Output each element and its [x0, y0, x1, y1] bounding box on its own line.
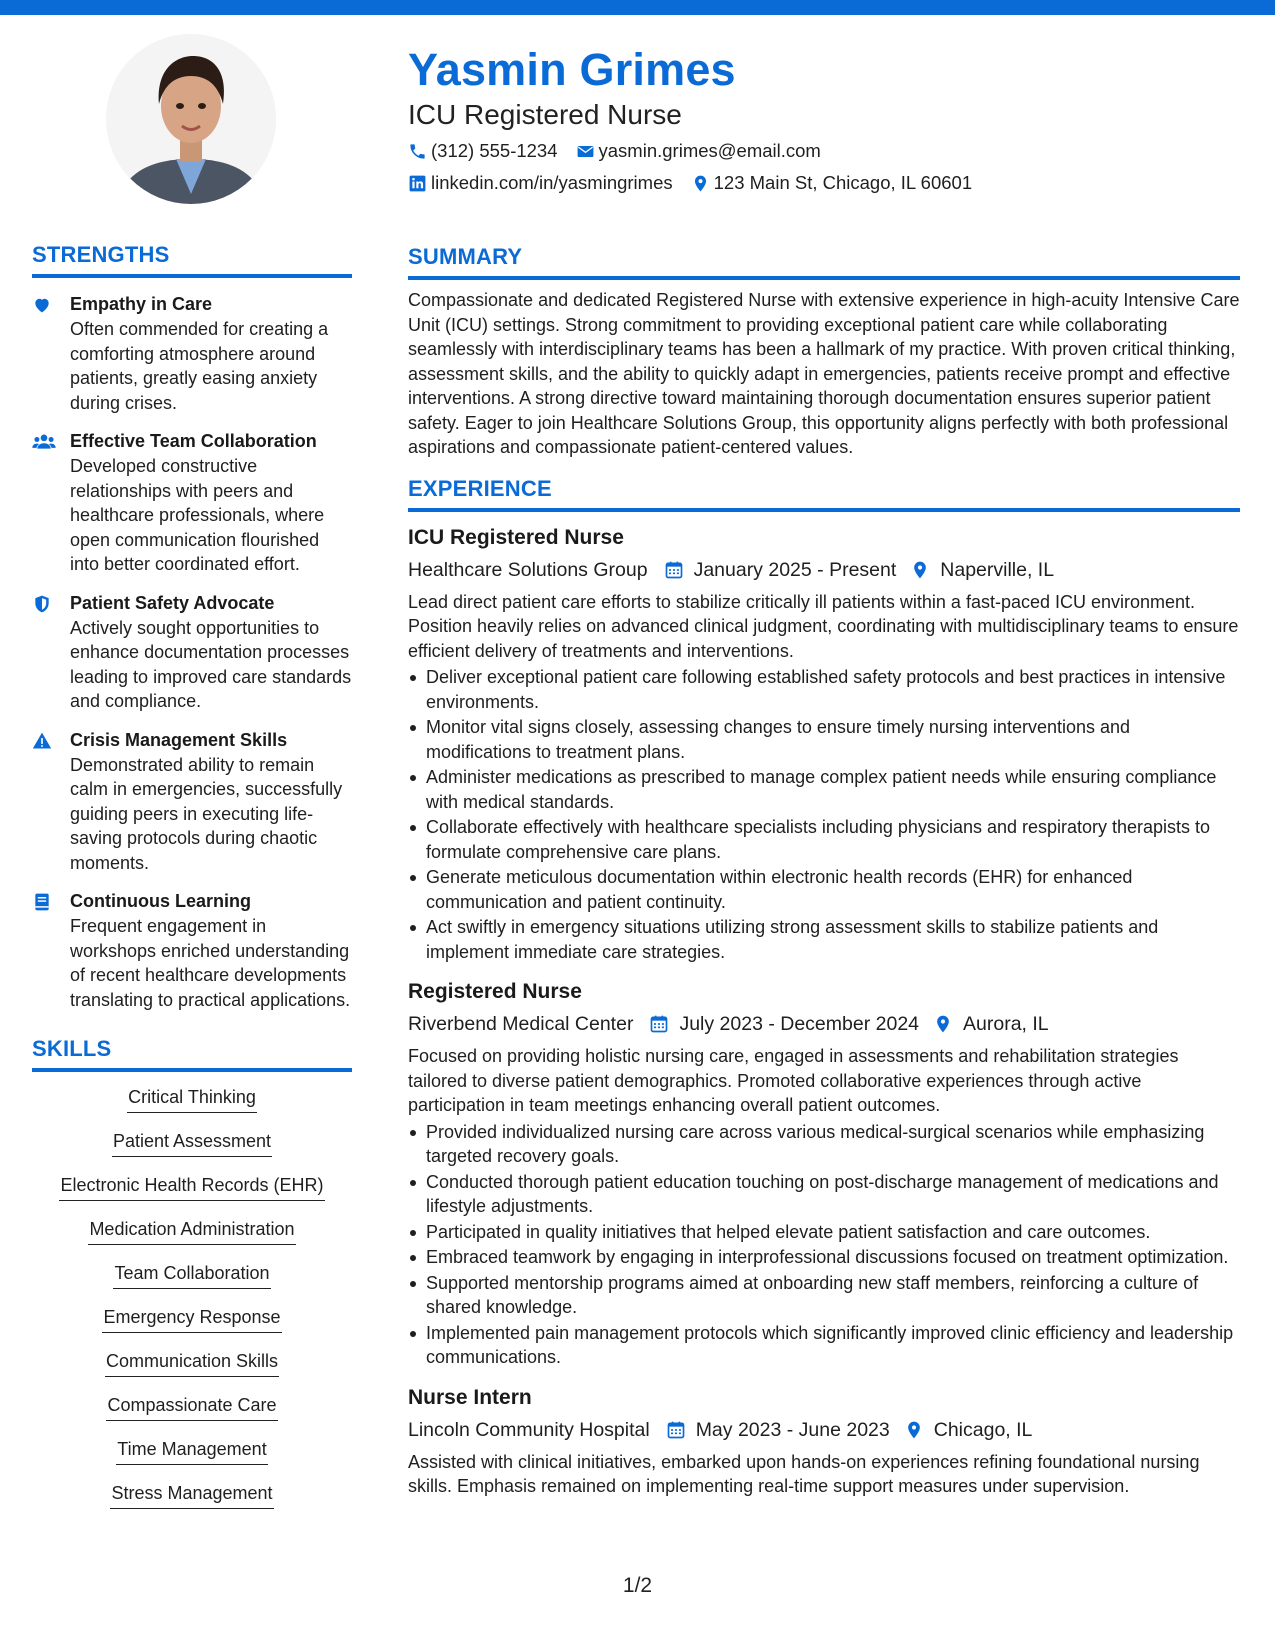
list-item: Collaborate effectively with healthcare specialists including physicians and respiratory therapists to formulate comprehensive care plans. — [408, 815, 1240, 864]
skill-item: Critical Thinking — [127, 1084, 257, 1113]
email-icon — [576, 142, 595, 161]
list-item: Monitor vital signs closely, assessing changes to ensure timely nursing interventions and modifications to treatment plans. — [408, 715, 1240, 764]
skill-item: Patient Assessment — [112, 1128, 272, 1157]
strength-item — [32, 591, 352, 714]
list-item: Embraced teamwork by engaging in interprofessional discussions focused on treatment optimization. — [408, 1245, 1240, 1270]
job-company: Healthcare Solutions Group — [408, 558, 648, 581]
contact-email[interactable] — [576, 138, 821, 164]
summary-text: Compassionate and dedicated Registered Nurse with extensive experience in high-acuity Intensive Care Unit (ICU) settings. Strong commitment to providing exceptional patient care while collaborating seamlessly with interdisciplinary teams has been a hallmark of my practice. With proven critical thinking, assessment skills, and the ability to quickly adapt in emergencies, patients receive prompt and effective interventions. A strong directive toward maintaining thorough documentation ensures superior patient safety. Eager to join Healthcare Solutions Group, this opportunity aligns perfectly with both professional aspirations and compassionate patient-centered values. — [408, 290, 1240, 457]
job-role: Registered Nurse — [408, 980, 582, 1003]
right-column — [408, 42, 1240, 1499]
job-entry — [408, 524, 1240, 965]
job-meta — [408, 1416, 1240, 1444]
top-accent-bar — [0, 0, 1275, 15]
contact-linkedin[interactable] — [408, 170, 673, 196]
strength-title: Effective Team Collaboration — [70, 431, 317, 451]
skill-item: Compassionate Care — [106, 1392, 277, 1421]
job-location: Aurora, IL — [963, 1013, 1049, 1035]
shield-icon — [32, 594, 52, 614]
job-company: Lincoln Community Hospital — [408, 1418, 650, 1441]
contact-address — [691, 170, 973, 196]
job-bullets — [408, 665, 1240, 964]
strength-item — [32, 429, 352, 577]
list-item: Participated in quality initiatives that helped elevate patient satisfaction and care outcomes. — [408, 1220, 1240, 1245]
job-bullets — [408, 1120, 1240, 1370]
strength-description: Often commended for creating a comforting atmosphere around patients, greatly easing anxiety during crises. — [70, 319, 329, 413]
strength-description: Actively sought opportunities to enhance documentation processes leading to improved care standards and compliance. — [70, 617, 352, 711]
phone-icon — [408, 142, 427, 161]
strength-title: Patient Safety Advocate — [70, 592, 275, 613]
heart-icon — [32, 295, 52, 315]
experience-heading: EXPERIENCE — [408, 476, 1240, 512]
job-meta — [408, 1010, 1240, 1038]
strength-description: Frequent engagement in workshops enriched understanding of recent healthcare developments translating to practical applications. — [70, 916, 351, 1010]
list-item: Provided individualized nursing care across various medical-surgical scenarios while emphasizing targeted recovery goals. — [408, 1120, 1240, 1169]
job-dates: May 2023 - June 2023 — [695, 1418, 890, 1441]
job-location: Naperville, IL — [940, 558, 1055, 581]
list-item: Administer medications as prescribed to manage complex patient needs while ensuring compliance with medical standards. — [408, 765, 1240, 814]
list-item: Act swiftly in emergency situations utilizing strong assessment skills to stabilize patients and implement immediate care strategies. — [408, 915, 1240, 964]
location-pin-icon — [691, 174, 710, 193]
job-description: Focused on providing holistic nursing care, engaged in assessments and rehabilitation strategies tailored to diverse patient demographics. Promoted collaborative experiences through active participation in team meetings enhancing overall patient outcomes. — [408, 1046, 1179, 1115]
skills-heading: SKILLS — [32, 1036, 352, 1072]
page-number: 1/2 — [622, 1574, 653, 1597]
skill-item: Communication Skills — [105, 1348, 279, 1377]
summary-heading: SUMMARY — [408, 244, 1240, 280]
profile-photo — [106, 34, 276, 204]
list-item: Supported mentorship programs aimed at onboarding new staff members, reinforcing a culture of shared knowledge. — [408, 1271, 1240, 1320]
calendar-icon — [664, 560, 684, 580]
calendar-icon — [649, 1014, 669, 1034]
contact-phone[interactable] — [408, 138, 558, 164]
list-item: Implemented pain management protocols which significantly improved clinic efficiency and leadership communications. — [408, 1321, 1240, 1370]
strength-description: Demonstrated ability to remain calm in emergencies, successfully guiding peers in executing life-saving protocols during chaotic moments. — [70, 754, 343, 873]
candidate-title: ICU Registered Nurse — [408, 99, 682, 130]
skill-item: Time Management — [116, 1436, 267, 1465]
location-pin-icon — [910, 560, 930, 580]
users-icon — [32, 432, 56, 452]
location-pin-icon — [904, 1420, 924, 1440]
phone-text: (312) 555-1234 — [431, 140, 558, 161]
list-item: Conducted thorough patient education touching on post-discharge management of medications and lifestyle adjustments. — [408, 1170, 1240, 1219]
job-entry — [408, 978, 1240, 1370]
strength-title: Crisis Management Skills — [70, 729, 288, 750]
job-meta — [408, 556, 1240, 584]
job-role: Nurse Intern — [408, 1385, 532, 1409]
skill-item: Electronic Health Records (EHR) — [59, 1172, 324, 1201]
left-column — [32, 34, 352, 1524]
contact-row — [408, 138, 1240, 164]
strength-item — [32, 728, 352, 876]
candidate-name: Yasmin Grimes — [408, 44, 736, 95]
skill-item: Medication Administration — [88, 1216, 295, 1245]
list-item: Deliver exceptional patient care following established safety protocols and best practices in intensive environments. — [408, 665, 1240, 714]
job-description: Assisted with clinical initiatives, embarked upon hands-on experiences refining foundational nursing skills. Emphasis remained on implementing real-time support measures under supervision. — [408, 1451, 1200, 1496]
location-pin-icon — [933, 1014, 953, 1034]
email-text: yasmin.grimes@email.com — [598, 140, 821, 161]
skill-item: Stress Management — [110, 1480, 273, 1509]
book-icon — [32, 892, 52, 912]
linkedin-icon — [408, 174, 427, 193]
strength-title: Empathy in Care — [70, 294, 213, 314]
skill-item: Team Collaboration — [113, 1260, 270, 1289]
job-dates: January 2025 - Present — [693, 558, 897, 581]
job-location: Chicago, IL — [933, 1418, 1033, 1441]
skill-item: Emergency Response — [102, 1304, 281, 1333]
linkedin-text: linkedin.com/in/yasmingrimes — [431, 172, 673, 193]
contact-row — [408, 170, 1240, 196]
skills-list — [32, 1084, 352, 1509]
strengths-heading: STRENGTHS — [32, 242, 352, 278]
job-dates: July 2023 - December 2024 — [679, 1013, 920, 1035]
strength-title: Continuous Learning — [70, 891, 251, 911]
job-company: Riverbend Medical Center — [408, 1013, 634, 1035]
job-role: ICU Registered Nurse — [408, 525, 624, 549]
list-item: Generate meticulous documentation within electronic health records (EHR) for enhanced communication and patient continuity. — [408, 865, 1240, 914]
strength-item — [32, 292, 352, 415]
job-entry — [408, 1384, 1240, 1499]
avatar-illustration — [106, 34, 276, 204]
address-text: 123 Main St, Chicago, IL 60601 — [713, 172, 973, 193]
strength-description: Developed constructive relationships with peers and healthcare professionals, where open communication flourished into better coordinated effort. — [70, 456, 325, 574]
job-description: Lead direct patient care efforts to stabilize critically ill patients within a fast-paced ICU environment. Position heavily relies on advanced clinical judgment, coordinating with multidisciplinary teams to ensure efficient delivery of treatments and interventions. — [408, 591, 1239, 661]
calendar-icon — [666, 1420, 686, 1440]
strength-item — [32, 889, 352, 1012]
warning-icon — [32, 731, 52, 751]
